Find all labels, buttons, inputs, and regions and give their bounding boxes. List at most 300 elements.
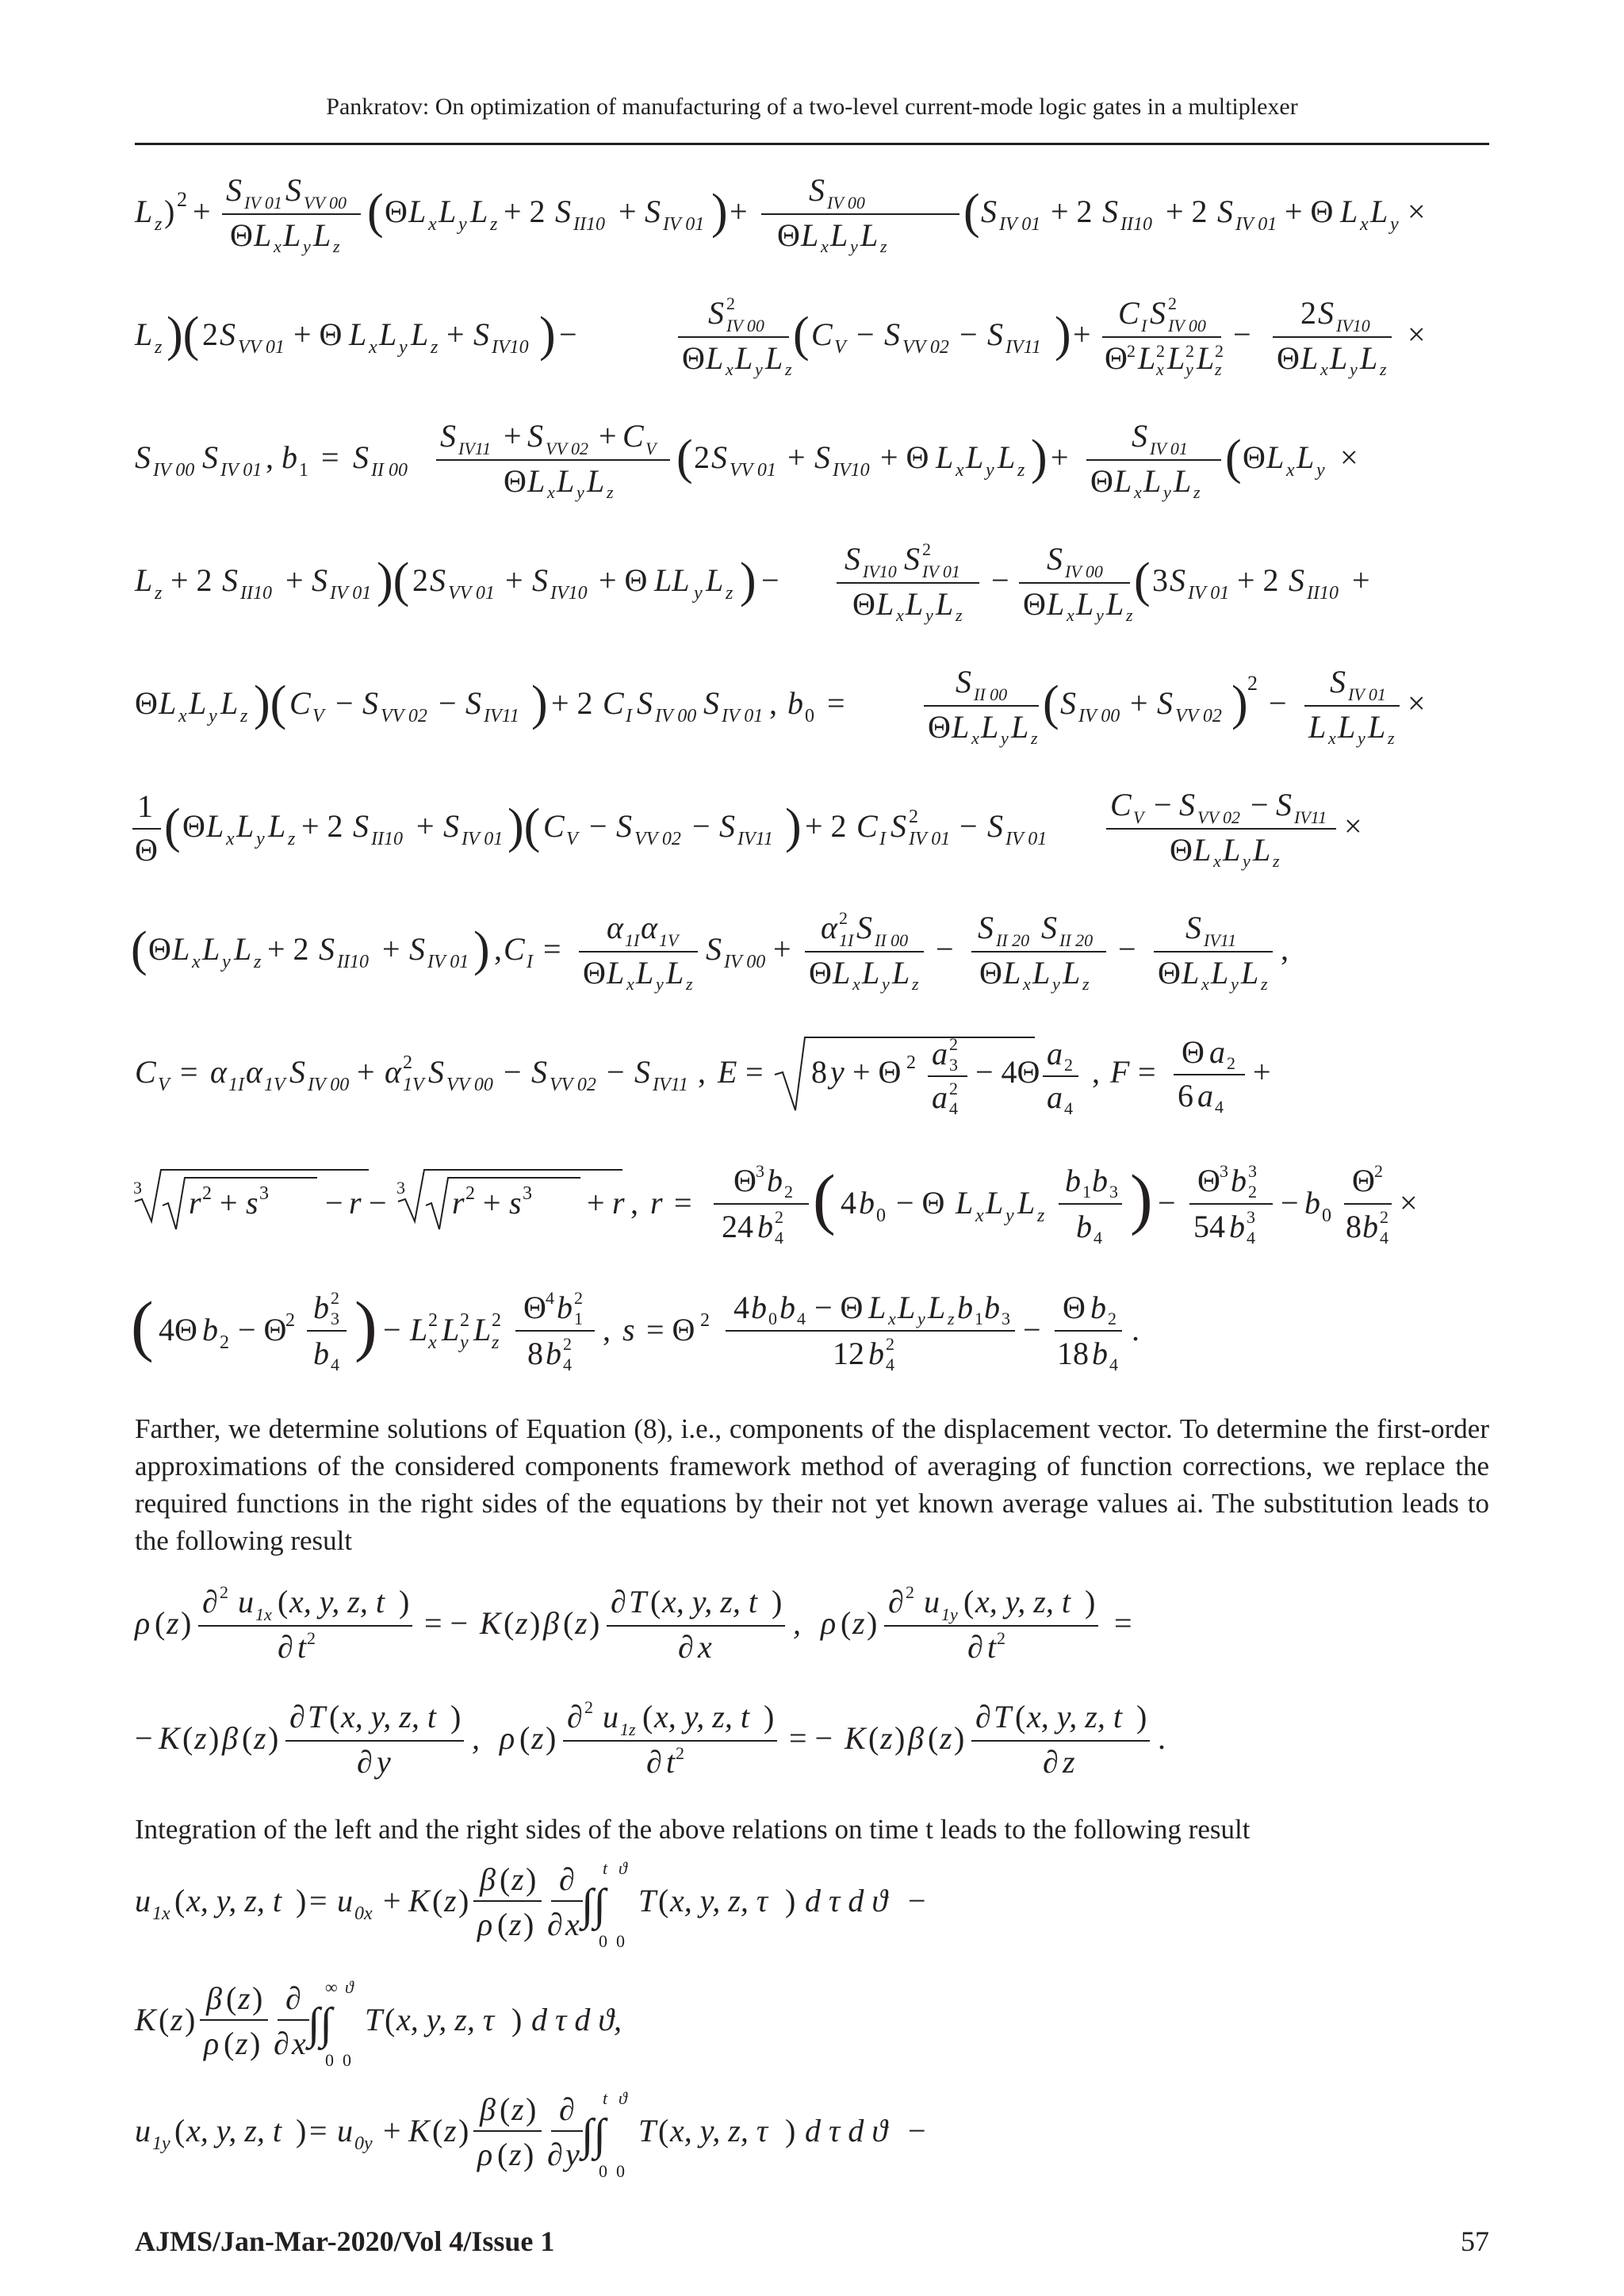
svg-text:α: α <box>246 1054 262 1090</box>
svg-text:×: × <box>1408 685 1426 721</box>
equation-line-9 <box>131 1158 1495 1253</box>
svg-text:−: − <box>439 685 457 721</box>
svg-text:= −: = − <box>789 1720 833 1756</box>
svg-text:− Θ: − Θ <box>238 1312 287 1347</box>
svg-text:S: S <box>1047 541 1063 577</box>
svg-text:(: ( <box>329 1699 340 1734</box>
svg-text:IV11: IV11 <box>737 829 773 849</box>
svg-text:IV 01: IV 01 <box>909 829 951 849</box>
svg-text:z: z <box>1380 359 1387 379</box>
svg-text:K: K <box>408 2113 430 2148</box>
svg-text:0x: 0x <box>354 1903 373 1924</box>
svg-text:C: C <box>135 1054 156 1090</box>
svg-text:K: K <box>845 1720 866 1756</box>
svg-text:z: z <box>785 359 792 379</box>
svg-text:S: S <box>473 316 489 352</box>
svg-text:(: ( <box>813 1160 836 1236</box>
svg-text:C: C <box>289 685 311 721</box>
svg-text:ρ: ρ <box>500 1720 515 1756</box>
svg-text:4: 4 <box>1247 1228 1255 1248</box>
svg-text:2: 2 <box>922 539 931 559</box>
svg-text:Θ: Θ <box>135 685 158 721</box>
svg-text:t: t <box>666 1744 676 1780</box>
svg-text:II10: II10 <box>1307 583 1339 604</box>
svg-text:S: S <box>226 172 242 208</box>
svg-text:z: z <box>194 1720 207 1756</box>
svg-text:L: L <box>473 1312 492 1347</box>
svg-text:Θ: Θ <box>809 955 832 991</box>
svg-text:−: − <box>335 685 354 721</box>
svg-text:2: 2 <box>909 807 918 827</box>
svg-text:4: 4 <box>1094 1228 1102 1248</box>
svg-text:z: z <box>511 1861 524 1897</box>
svg-text:S: S <box>809 172 825 208</box>
svg-text:L: L <box>906 586 924 622</box>
svg-text:2: 2 <box>906 1582 914 1602</box>
svg-text:2: 2 <box>1185 341 1194 361</box>
svg-text:z: z <box>333 236 340 256</box>
svg-text:L: L <box>189 685 207 721</box>
svg-text:z: z <box>912 974 919 994</box>
svg-text:L: L <box>1368 709 1386 745</box>
svg-text:x, y, z, t: x, y, z, t <box>975 1584 1071 1619</box>
svg-text:,: , <box>1092 1054 1100 1090</box>
svg-text:=: = <box>745 1054 764 1090</box>
svg-text:(: ( <box>226 1980 237 2016</box>
svg-text:(: ( <box>242 1720 253 1756</box>
svg-text:z: z <box>509 1907 522 1942</box>
svg-text:∂: ∂ <box>547 1907 563 1942</box>
svg-text:S: S <box>1132 418 1147 454</box>
svg-text:S: S <box>527 418 543 454</box>
svg-text:): ) <box>1130 1160 1153 1236</box>
svg-text:2: 2 <box>307 1628 316 1648</box>
svg-text:b: b <box>984 1290 1000 1325</box>
svg-text:−: − <box>692 808 710 844</box>
svg-text:,: , <box>769 685 777 721</box>
svg-text:∫∫: ∫∫ <box>581 1880 606 1930</box>
svg-text:1y: 1y <box>941 1604 958 1624</box>
svg-text:): ) <box>473 922 490 976</box>
svg-text:+: + <box>357 1054 375 1090</box>
svg-text:z: z <box>431 337 439 358</box>
svg-text:L: L <box>1063 955 1081 991</box>
svg-text:y: y <box>925 605 933 625</box>
svg-text:1: 1 <box>137 788 153 824</box>
svg-text:IV 00: IV 00 <box>1078 706 1120 726</box>
svg-text:4: 4 <box>886 1355 894 1374</box>
svg-text:y: y <box>1358 728 1365 748</box>
svg-text:IV 01: IV 01 <box>722 706 764 726</box>
svg-text:y: y <box>458 214 467 235</box>
svg-text:2: 2 <box>1168 293 1177 313</box>
svg-text:IV11: IV11 <box>1204 930 1237 950</box>
svg-text:S: S <box>135 439 151 475</box>
svg-text:z: z <box>254 1720 266 1756</box>
svg-text:x: x <box>821 236 829 256</box>
svg-text:IV10: IV10 <box>492 337 529 358</box>
svg-text:): ) <box>526 1861 537 1897</box>
svg-text:): ) <box>530 1605 541 1641</box>
svg-text:+: + <box>416 808 435 844</box>
svg-text:b: b <box>1092 1336 1108 1371</box>
svg-text:x: x <box>1156 359 1164 379</box>
svg-text:VV 00: VV 00 <box>304 193 347 213</box>
svg-text:+: + <box>730 194 748 229</box>
svg-text:2: 2 <box>177 188 187 211</box>
svg-text:y: y <box>1243 851 1251 871</box>
svg-text:S: S <box>430 562 446 598</box>
svg-text:=: = <box>180 1054 198 1090</box>
svg-text:II10: II10 <box>337 952 369 972</box>
svg-text:∫∫: ∫∫ <box>308 1999 332 2049</box>
svg-text:I: I <box>879 829 886 849</box>
svg-text:L: L <box>557 463 575 499</box>
svg-text:,: , <box>1281 931 1289 967</box>
svg-text:x: x <box>726 359 733 379</box>
svg-text:(: ( <box>500 1861 511 1897</box>
svg-text:b: b <box>767 1163 783 1198</box>
svg-text:y: y <box>1005 1205 1014 1226</box>
svg-text:−: − <box>1118 931 1136 967</box>
svg-text:x, y, z, τ: x, y, z, τ <box>396 2002 495 2037</box>
svg-text:×: × <box>1400 1185 1418 1221</box>
svg-text:x: x <box>975 1205 984 1226</box>
svg-text:F: F <box>1110 1054 1130 1090</box>
svg-text:): ) <box>539 308 556 362</box>
svg-text:ρ: ρ <box>135 1605 151 1641</box>
svg-text:): ) <box>296 2113 307 2148</box>
svg-text:x: x <box>292 2026 306 2061</box>
equation-rho-line-1 <box>131 1582 1495 1669</box>
svg-text:=: = <box>827 685 845 721</box>
svg-text:y: y <box>986 460 994 481</box>
equation-line-5 <box>131 662 1495 749</box>
svg-text:+ 2: + 2 <box>504 194 546 229</box>
svg-text:IV11: IV11 <box>1294 807 1327 827</box>
svg-text:= Θ: = Θ <box>646 1312 695 1347</box>
svg-text:+: + <box>383 2113 401 2148</box>
svg-text:): ) <box>209 1720 220 1756</box>
svg-text:(: ( <box>155 1605 166 1641</box>
svg-text:=: = <box>321 439 339 475</box>
svg-text:L: L <box>470 194 488 229</box>
svg-text:(: ( <box>1043 677 1059 730</box>
svg-text:IV11: IV11 <box>1005 337 1041 358</box>
equation-line-4 <box>131 539 1495 627</box>
svg-text:V: V <box>1133 807 1144 827</box>
svg-text:x: x <box>1134 482 1142 502</box>
svg-text:54: 54 <box>1193 1209 1225 1244</box>
svg-text:L: L <box>862 955 880 991</box>
svg-text:x: x <box>852 974 860 994</box>
svg-text:): ) <box>740 554 756 608</box>
svg-text:α: α <box>210 1054 227 1090</box>
svg-text:x: x <box>428 1332 437 1353</box>
svg-text:+: + <box>1073 316 1091 352</box>
svg-text:II 20: II 20 <box>996 930 1030 950</box>
svg-text:1V: 1V <box>403 1075 424 1095</box>
svg-text:IV 00: IV 00 <box>724 952 766 972</box>
svg-text:L: L <box>898 1290 916 1325</box>
svg-text:Θ: Θ <box>979 955 1002 991</box>
svg-text:IV 01: IV 01 <box>663 214 705 235</box>
svg-text:2: 2 <box>465 1183 475 1204</box>
svg-text:y: y <box>377 1744 391 1780</box>
svg-text:y: y <box>209 706 217 726</box>
svg-text:x: x <box>971 728 979 748</box>
svg-text:×: × <box>1344 808 1362 844</box>
svg-text:t: t <box>603 1858 608 1878</box>
svg-text:∂: ∂ <box>547 2137 563 2172</box>
svg-text:+: + <box>193 194 211 229</box>
svg-text:V: V <box>834 337 846 358</box>
svg-text:18: 18 <box>1057 1336 1089 1371</box>
svg-text:1V: 1V <box>264 1075 285 1095</box>
svg-text:,: , <box>472 1720 480 1756</box>
svg-text:0: 0 <box>599 2161 607 2181</box>
svg-text:+: + <box>773 931 791 967</box>
svg-text:x: x <box>698 1629 712 1665</box>
svg-text:∂: ∂ <box>559 1861 575 1897</box>
svg-text:−: − <box>589 808 607 844</box>
svg-text:L: L <box>765 340 783 376</box>
equation-line-6 <box>131 785 1495 872</box>
svg-text:L: L <box>1174 463 1192 499</box>
equation-line-10 <box>131 1285 1495 1380</box>
svg-text:S: S <box>1185 910 1201 945</box>
svg-text:L: L <box>928 1290 946 1325</box>
svg-text:y: y <box>830 1054 845 1090</box>
svg-text:IV 00: IV 00 <box>655 706 697 726</box>
svg-text:T: T <box>994 1699 1012 1734</box>
svg-text:4: 4 <box>1109 1355 1118 1374</box>
svg-text:4: 4 <box>797 1309 806 1328</box>
svg-text:S: S <box>856 910 872 945</box>
svg-text:L: L <box>202 931 220 967</box>
svg-text:=: = <box>1138 1054 1156 1090</box>
svg-text:3: 3 <box>523 1183 532 1204</box>
svg-text:b: b <box>1090 1290 1106 1325</box>
svg-text:L: L <box>1047 586 1065 622</box>
svg-text:∫∫: ∫∫ <box>581 2110 606 2160</box>
svg-text:L: L <box>135 194 153 229</box>
svg-text:4: 4 <box>331 1355 339 1374</box>
svg-text:y: y <box>399 337 408 358</box>
svg-text:IV 01: IV 01 <box>1235 214 1277 235</box>
svg-text:Θ: Θ <box>1105 340 1128 376</box>
svg-text:x: x <box>192 952 201 972</box>
svg-text:x, y, z, t: x, y, z, t <box>341 1699 436 1734</box>
svg-text:.: . <box>1158 1720 1166 1756</box>
svg-text:0: 0 <box>616 2161 625 2181</box>
svg-text:−: − <box>1269 685 1287 721</box>
svg-text:4: 4 <box>1064 1098 1073 1118</box>
svg-text:): ) <box>1031 431 1048 485</box>
svg-text:): ) <box>458 2113 469 2148</box>
svg-text:IV 01: IV 01 <box>1188 583 1230 604</box>
svg-text:z: z <box>254 952 262 972</box>
svg-text:K: K <box>135 2002 156 2037</box>
svg-text:Θ: Θ <box>1090 463 1113 499</box>
svg-text:+ Θ: + Θ <box>599 562 648 598</box>
svg-text:d τ d ϑ: d τ d ϑ <box>805 2113 887 2148</box>
svg-text:x: x <box>178 706 187 726</box>
svg-text:C: C <box>856 808 878 844</box>
svg-text:z: z <box>1388 728 1395 748</box>
svg-text:4: 4 <box>775 1228 783 1248</box>
svg-text:C: C <box>504 931 525 967</box>
svg-text:(: ( <box>278 1584 289 1619</box>
svg-text:2: 2 <box>676 1743 684 1763</box>
svg-text:x: x <box>626 974 634 994</box>
svg-text:−: − <box>1023 1312 1041 1347</box>
svg-text:L: L <box>636 955 654 991</box>
svg-text:y: y <box>576 482 584 502</box>
svg-text:Θ: Θ <box>1243 439 1266 475</box>
svg-text:IV11: IV11 <box>458 439 492 458</box>
svg-text:+: + <box>446 316 465 352</box>
svg-text:): ) <box>1136 1699 1147 1734</box>
svg-text:S: S <box>319 931 335 967</box>
svg-text:L: L <box>1211 955 1229 991</box>
svg-text:z: z <box>1063 1744 1075 1780</box>
svg-text:y: y <box>850 236 858 256</box>
svg-text:): ) <box>894 1720 906 1756</box>
svg-text:1: 1 <box>975 1309 983 1328</box>
svg-text:x: x <box>274 236 282 256</box>
svg-text:ρ: ρ <box>821 1605 837 1641</box>
svg-text:Θ: Θ <box>928 709 951 745</box>
svg-text:x, y, z, t: x, y, z, t <box>186 2113 282 2148</box>
svg-text:1I: 1I <box>839 930 854 950</box>
svg-text:S: S <box>465 685 481 721</box>
svg-text:y: y <box>222 952 231 972</box>
svg-text:,: , <box>698 1054 706 1090</box>
svg-text:): ) <box>546 1720 557 1756</box>
svg-text:b: b <box>1092 1163 1108 1198</box>
svg-text:b: b <box>1229 1209 1245 1244</box>
svg-text:IV 01: IV 01 <box>330 583 372 604</box>
svg-text:II10: II10 <box>573 214 605 235</box>
body-paragraph-2: Integration of the left and the right sides of the above relations on time t leads to the following result <box>135 1814 1251 1845</box>
svg-text:): ) <box>450 1699 462 1734</box>
svg-text:(: ( <box>1225 431 1242 485</box>
svg-text:0: 0 <box>325 2050 334 2070</box>
svg-text:3: 3 <box>1109 1182 1118 1202</box>
svg-text:L: L <box>349 316 367 352</box>
svg-text:z: z <box>940 1720 952 1756</box>
svg-text:x: x <box>1286 460 1295 481</box>
svg-text:): ) <box>185 2002 196 2037</box>
svg-text:t: t <box>987 1629 997 1665</box>
svg-text:K: K <box>480 1605 501 1641</box>
svg-text:K: K <box>408 1883 430 1918</box>
svg-text:): ) <box>296 1883 307 1918</box>
svg-text:z: z <box>288 829 296 849</box>
svg-text:0: 0 <box>599 1931 607 1951</box>
svg-text:u: u <box>135 1883 151 1918</box>
svg-text:Θ: Θ <box>504 463 527 499</box>
svg-text:Θ: Θ <box>1277 340 1300 376</box>
svg-text:VV 02: VV 02 <box>550 1075 596 1095</box>
svg-text:s: s <box>246 1185 259 1221</box>
svg-text:y: y <box>303 236 311 256</box>
svg-text:+ Θ: + Θ <box>880 439 929 475</box>
svg-text:(: ( <box>868 1720 879 1756</box>
svg-text:2: 2 <box>997 1628 1005 1648</box>
svg-text:= −: = − <box>424 1605 469 1641</box>
svg-text:a: a <box>1047 1079 1063 1115</box>
svg-text:3: 3 <box>949 1055 958 1075</box>
svg-text:−: − <box>1154 787 1172 822</box>
svg-text:2: 2 <box>949 1034 958 1054</box>
svg-text:x: x <box>1328 728 1336 748</box>
svg-text:z: z <box>1193 482 1201 502</box>
svg-text:): ) <box>252 1980 263 2016</box>
svg-text:+: + <box>787 439 806 475</box>
svg-text:L: L <box>860 217 879 253</box>
svg-text:Θ: Θ <box>135 832 158 868</box>
svg-text:S: S <box>634 1054 650 1090</box>
svg-text:z: z <box>170 2002 183 2037</box>
svg-text:S: S <box>703 685 719 721</box>
svg-text:L: L <box>1338 709 1356 745</box>
svg-text:L: L <box>1003 955 1021 991</box>
svg-text:z: z <box>444 1883 457 1918</box>
svg-text:VV 01: VV 01 <box>238 337 285 358</box>
svg-text:z: z <box>238 1980 251 2016</box>
svg-text:r: r <box>452 1185 465 1221</box>
svg-text:y: y <box>694 583 703 604</box>
svg-text:Θ: Θ <box>523 1290 546 1325</box>
svg-text:8: 8 <box>811 1054 827 1090</box>
svg-text:2: 2 <box>1227 1053 1235 1073</box>
svg-text:4: 4 <box>733 1290 749 1325</box>
svg-text:L: L <box>1308 709 1327 745</box>
svg-text:Θ: Θ <box>182 808 205 844</box>
equation-u1y-line-1 <box>131 2082 1495 2193</box>
svg-text:VV 01: VV 01 <box>730 460 776 481</box>
svg-text:z: z <box>1031 728 1038 748</box>
svg-text:L: L <box>135 316 153 352</box>
svg-text:)(: )( <box>377 554 410 608</box>
svg-text:Θ: Θ <box>733 1163 756 1198</box>
svg-text:2: 2 <box>460 1310 469 1331</box>
svg-text:L: L <box>408 194 427 229</box>
svg-text:(: ( <box>432 1883 443 1918</box>
svg-text:S: S <box>1157 685 1173 721</box>
svg-text:L: L <box>1197 340 1215 376</box>
svg-text:1I: 1I <box>228 1075 244 1095</box>
svg-text:IV 01: IV 01 <box>999 214 1041 235</box>
svg-text:L: L <box>410 1312 428 1347</box>
svg-text:∂: ∂ <box>678 1629 694 1665</box>
svg-text:2: 2 <box>220 1332 229 1353</box>
svg-text:L: L <box>1017 1185 1036 1221</box>
svg-text:1: 1 <box>1082 1182 1091 1202</box>
svg-text:−: − <box>383 1312 401 1347</box>
svg-text:=: = <box>1114 1605 1132 1641</box>
svg-text:z: z <box>948 1309 955 1328</box>
svg-text:8: 8 <box>527 1336 543 1371</box>
svg-text:−: − <box>559 316 577 352</box>
svg-text:II 00: II 00 <box>875 930 909 950</box>
svg-text:2: 2 <box>726 293 735 313</box>
svg-text:L: L <box>1076 586 1094 622</box>
svg-text:y: y <box>1096 605 1104 625</box>
svg-text:): ) <box>1055 308 1071 362</box>
